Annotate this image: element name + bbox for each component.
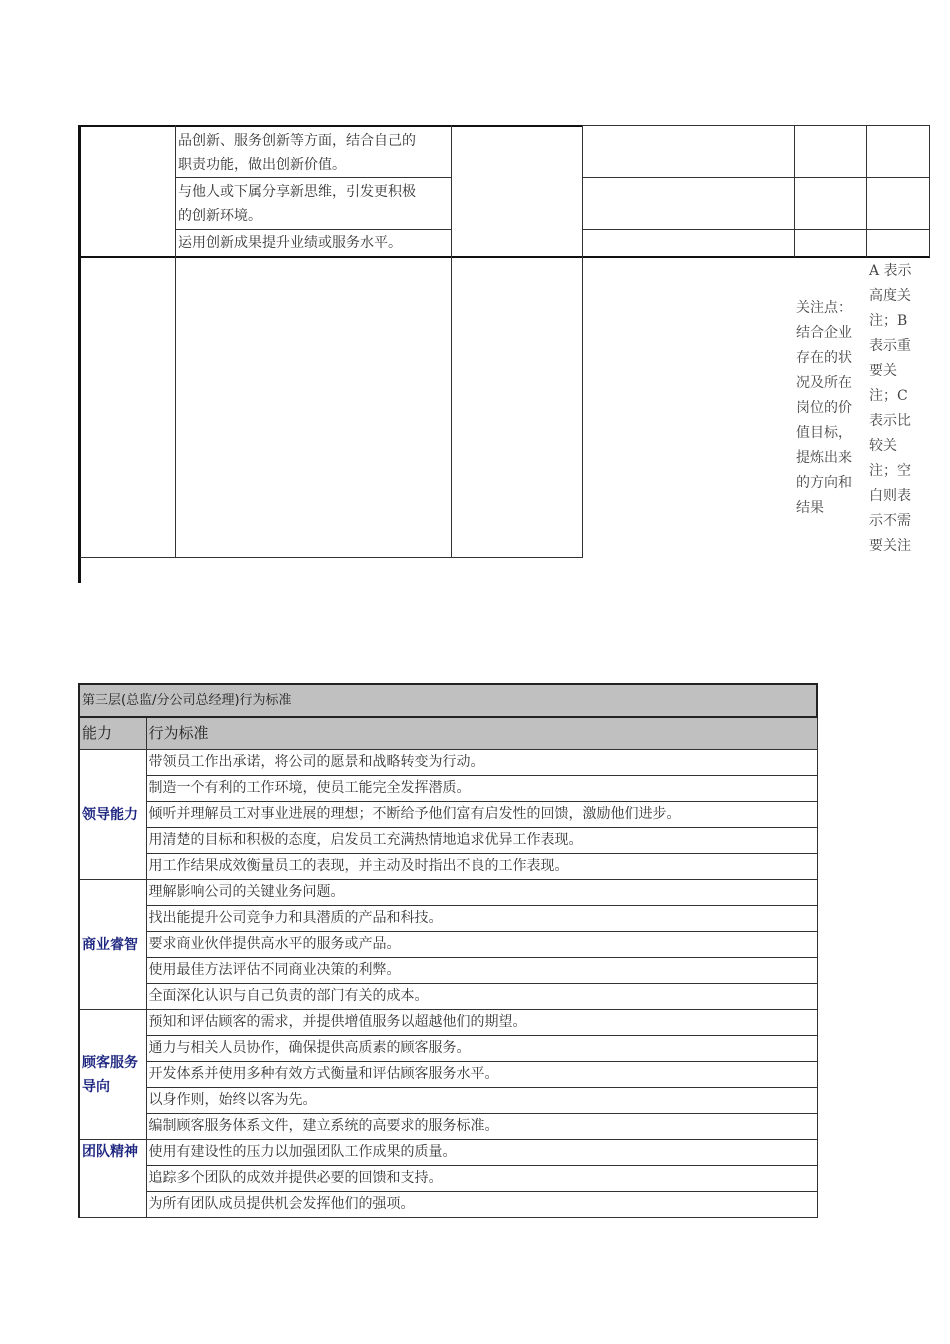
rating-note-line: 表示重 xyxy=(869,338,911,354)
table-header-row xyxy=(79,717,817,750)
table-row xyxy=(79,1192,817,1218)
standard-cell: 用工作结果成效衡量员工的表现，并主动及时指出不良的工作表现。 xyxy=(146,854,817,880)
table-title: 第三层(总监/分公司总经理)行为标准 xyxy=(79,684,817,717)
standard-cell: 倾听并理解员工对事业进展的理想；不断给予他们富有启发性的回馈，激励他们进步。 xyxy=(146,802,817,828)
standard-cell: 为所有团队成员提供机会发挥他们的强项。 xyxy=(146,1192,817,1218)
focus-note-line: 存在的状 xyxy=(796,350,852,366)
focus-note-line: 岗位的价 xyxy=(796,400,852,416)
table-row xyxy=(79,1166,817,1192)
standard-cell: 要求商业伙伴提供高水平的服务或产品。 xyxy=(146,932,817,958)
upper-row-text: 的创新环境。 xyxy=(178,208,262,224)
upper-row-text: 品创新、服务创新等方面，结合自己的 xyxy=(178,133,416,149)
table-row xyxy=(79,1062,817,1088)
table-row xyxy=(79,958,817,984)
rating-note-line: 注；C xyxy=(869,388,908,404)
standard-cell: 编制顾客服务体系文件，建立系统的高要求的服务标准。 xyxy=(146,1114,817,1140)
category-cell: 商业睿智 xyxy=(79,880,146,1010)
focus-note-line: 况及所在 xyxy=(796,375,852,391)
standard-cell: 用清楚的目标和积极的态度，启发员工充满热情地追求优异工作表现。 xyxy=(146,828,817,854)
table-row xyxy=(79,802,817,828)
focus-note xyxy=(796,296,852,521)
standard-cell: 预知和评估顾客的需求，并提供增值服务以超越他们的期望。 xyxy=(146,1010,817,1036)
table-title-row xyxy=(79,684,817,717)
standard-cell: 带领员工作出承诺，将公司的愿景和战略转变为行动。 xyxy=(146,750,817,776)
table-row xyxy=(79,750,817,776)
column-header-ability: 能力 xyxy=(79,717,146,750)
focus-note-line: 的方向和 xyxy=(796,475,852,491)
table-row xyxy=(79,880,817,906)
rating-note-line: 白则表 xyxy=(869,488,911,504)
rating-note-line: A 表示 xyxy=(869,263,912,279)
rating-note-line: 表示比 xyxy=(869,413,911,429)
standard-cell: 追踪多个团队的成效并提供必要的回馈和支持。 xyxy=(146,1166,817,1192)
table-row xyxy=(79,1140,817,1166)
standard-cell: 使用有建设性的压力以加强团队工作成果的质量。 xyxy=(146,1140,817,1166)
category-cell: 团队精神 xyxy=(79,1140,146,1218)
table-row xyxy=(79,776,817,802)
rating-note-line: 高度关 xyxy=(869,288,911,304)
focus-note-line: 值目标， xyxy=(796,425,852,441)
rating-note xyxy=(869,259,912,559)
rating-note-line: 注；B xyxy=(869,313,908,329)
standard-cell: 通力与相关人员协作，确保提供高质素的顾客服务。 xyxy=(146,1036,817,1062)
standard-cell: 找出能提升公司竞争力和具潜质的产品和科技。 xyxy=(146,906,817,932)
focus-note-line: 结果 xyxy=(796,500,824,516)
rating-note-line: 注；空 xyxy=(869,463,911,479)
table-row xyxy=(79,984,817,1010)
category-cell: 领导能力 xyxy=(79,750,146,880)
table-row xyxy=(79,906,817,932)
standard-cell: 使用最佳方法评估不同商业决策的利弊。 xyxy=(146,958,817,984)
rating-note-line: 示不需 xyxy=(869,513,911,529)
standard-cell: 开发体系并使用多种有效方式衡量和评估顾客服务水平。 xyxy=(146,1062,817,1088)
upper-row-text: 职责功能，做出创新价值。 xyxy=(178,157,346,173)
focus-note-line: 关注点： xyxy=(796,300,852,316)
focus-note-line: 提炼出来 xyxy=(796,450,852,466)
standard-cell: 制造一个有利的工作环境，使员工能完全发挥潜质。 xyxy=(146,776,817,802)
upper-row-text: 与他人或下属分享新思维，引发更积极 xyxy=(178,184,416,200)
standard-cell: 以身作则，始终以客为先。 xyxy=(146,1088,817,1114)
table-row xyxy=(79,828,817,854)
table-row xyxy=(79,1114,817,1140)
upper-row-text: 运用创新成果提升业绩或服务水平。 xyxy=(178,235,402,251)
focus-note-line: 结合企业 xyxy=(796,325,852,341)
standard-cell: 全面深化认识与自己负责的部门有关的成本。 xyxy=(146,984,817,1010)
upper-table xyxy=(0,0,950,600)
rating-note-line: 要关 xyxy=(869,363,897,379)
rating-note-line: 较关 xyxy=(869,438,897,454)
table-row xyxy=(79,854,817,880)
behavior-standard-table xyxy=(78,683,818,1218)
category-cell: 顾客服务导向 xyxy=(79,1010,146,1140)
table-row xyxy=(79,1010,817,1036)
rating-note-line: 要关注 xyxy=(869,538,911,554)
table-row xyxy=(79,1036,817,1062)
standard-cell: 理解影响公司的关键业务问题。 xyxy=(146,880,817,906)
table-row xyxy=(79,1088,817,1114)
table-row xyxy=(79,932,817,958)
column-header-standard: 行为标准 xyxy=(146,717,817,750)
